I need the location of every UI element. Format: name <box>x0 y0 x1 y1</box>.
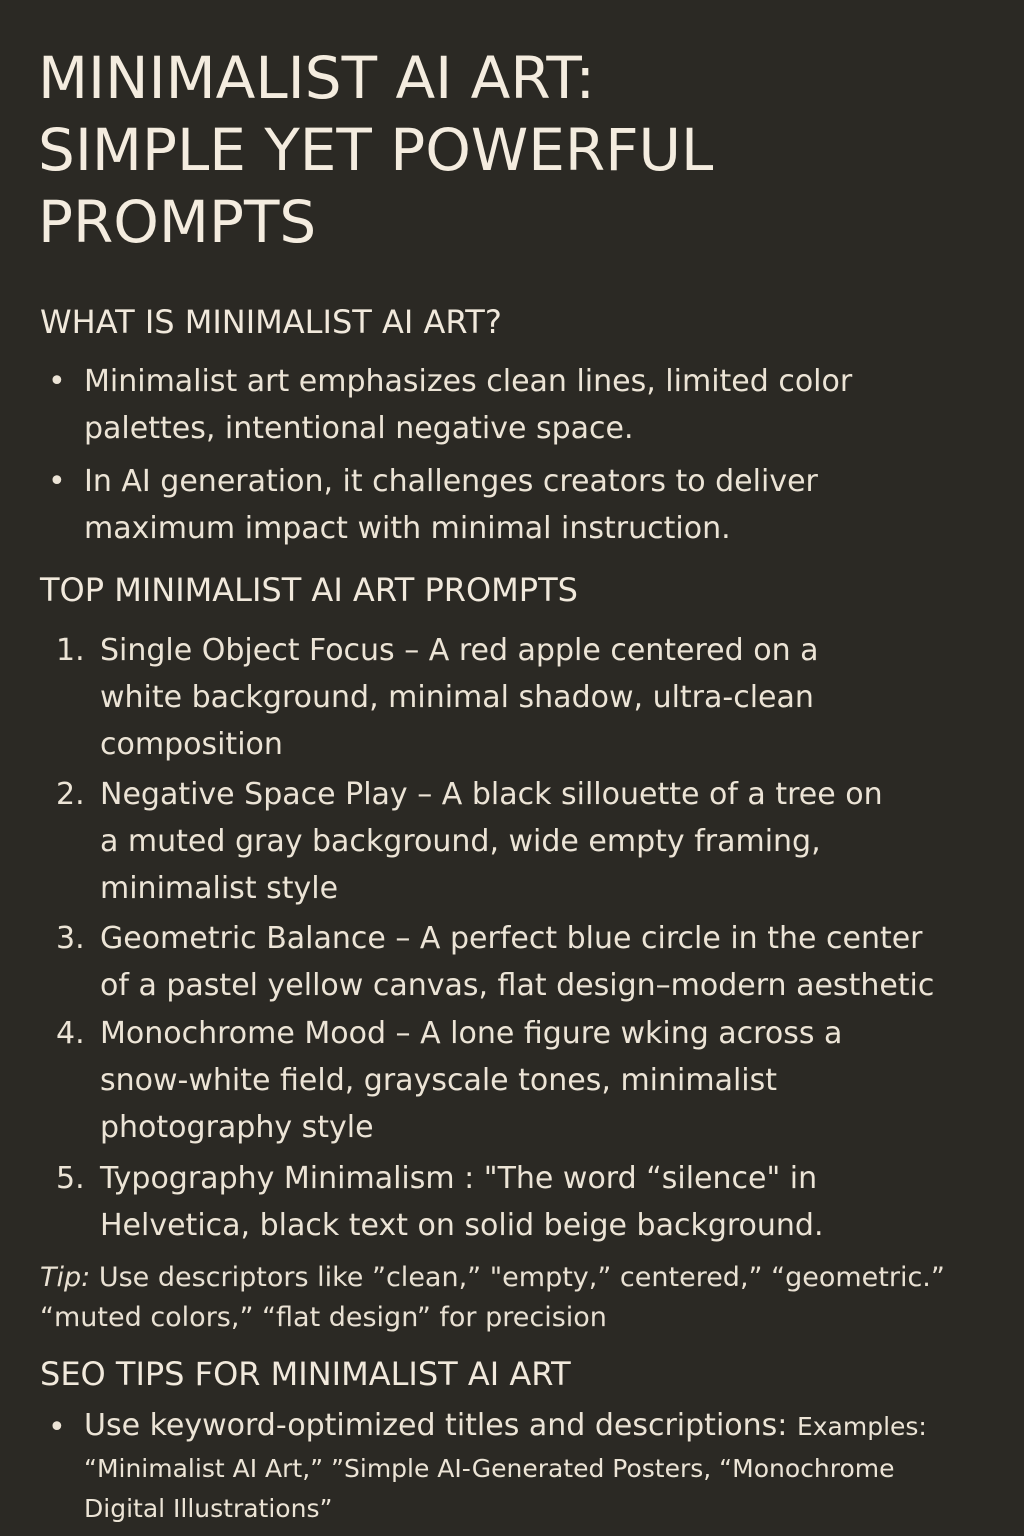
page-title-line-1: MINIMALIST AI ART: <box>38 44 596 112</box>
prompt-item <box>100 771 883 912</box>
prompt-item <box>100 1010 842 1151</box>
tip-note <box>40 1258 1000 1338</box>
page-title-line-3: PROMPTS <box>38 188 317 256</box>
prompt-item-line: Typography Minimalism : "The word “silence" in <box>100 1161 818 1196</box>
prompt-item <box>100 1155 824 1249</box>
page-title <box>38 42 998 258</box>
prompt-item-line: Geometric Balance – A perfect blue circle in the center <box>100 921 923 956</box>
prompt-item-line: composition <box>100 727 283 762</box>
seo-examples-label: Examples: <box>796 1412 927 1441</box>
section-heading-seo: SEO TIPS FOR MINIMALIST AI ART <box>40 1355 571 1393</box>
list-number: 2. <box>56 777 85 812</box>
prompt-item-line: photography style <box>100 1110 374 1145</box>
list-item-line: Minimalist art emphasizes clean lines, limited color <box>84 364 853 399</box>
bullet-dot: • <box>48 464 66 499</box>
page-title-line-2: SIMPLE YET POWERFUL <box>38 116 714 184</box>
prompt-item <box>100 627 819 768</box>
list-item <box>84 1404 927 1529</box>
list-item <box>84 458 818 552</box>
tip-label: Tip: <box>40 1262 91 1293</box>
prompt-item-line: Negative Space Play – A black sillouette of a tree on <box>100 777 883 812</box>
list-item-line: palettes, intentional negative space. <box>84 411 634 446</box>
bullet-dot: • <box>48 1410 66 1445</box>
tip-line: “muted colors,” “flat design” for precision <box>40 1302 607 1333</box>
prompt-item-line: of a pastel yellow canvas, flat design–modern aesthetic <box>100 968 935 1003</box>
bullet-dot: • <box>48 364 66 399</box>
list-item-line: maximum impact with minimal instruction. <box>84 511 731 546</box>
list-item-line: In AI generation, it challenges creators to deliver <box>84 464 818 499</box>
list-number: 3. <box>56 921 85 956</box>
prompt-item-line: minimalist style <box>100 871 339 906</box>
prompt-item-line: white background, minimal shadow, ultra-clean <box>100 680 814 715</box>
list-number: 1. <box>56 633 85 668</box>
list-number: 4. <box>56 1016 85 1051</box>
tip-line <box>40 1258 1000 1298</box>
tip-text: Use descriptors like ”clean,” "empty,” centered,” “geometric.” <box>98 1262 945 1293</box>
seo-main-text: Use keyword-optimized titles and descriptions: <box>84 1408 788 1443</box>
prompt-item-line: Monochrome Mood – A lone figure wking across a <box>100 1016 843 1051</box>
prompt-item-line: Single Object Focus – A red apple centered on a <box>100 633 819 668</box>
list-item-line: “Minimalist AI Art,” ”Simple AI-Generated Posters, “Monochrome <box>84 1454 895 1483</box>
list-item <box>84 358 852 452</box>
prompt-item <box>100 915 934 1009</box>
prompt-item-line: snow-white field, grayscale tones, minimalist <box>100 1063 778 1098</box>
list-item-line: Digital Illustrations” <box>84 1494 333 1523</box>
list-number: 5. <box>56 1161 85 1196</box>
list-item-line <box>84 1404 927 1449</box>
section-heading-top-prompts: TOP MINIMALIST AI ART PROMPTS <box>40 571 578 609</box>
prompt-item-line: Helvetica, black text on solid beige background. <box>100 1208 824 1243</box>
prompt-item-line: a muted gray background, wide empty framing, <box>100 824 821 859</box>
section-heading-what-is: WHAT IS MINIMALIST AI ART? <box>40 303 502 341</box>
